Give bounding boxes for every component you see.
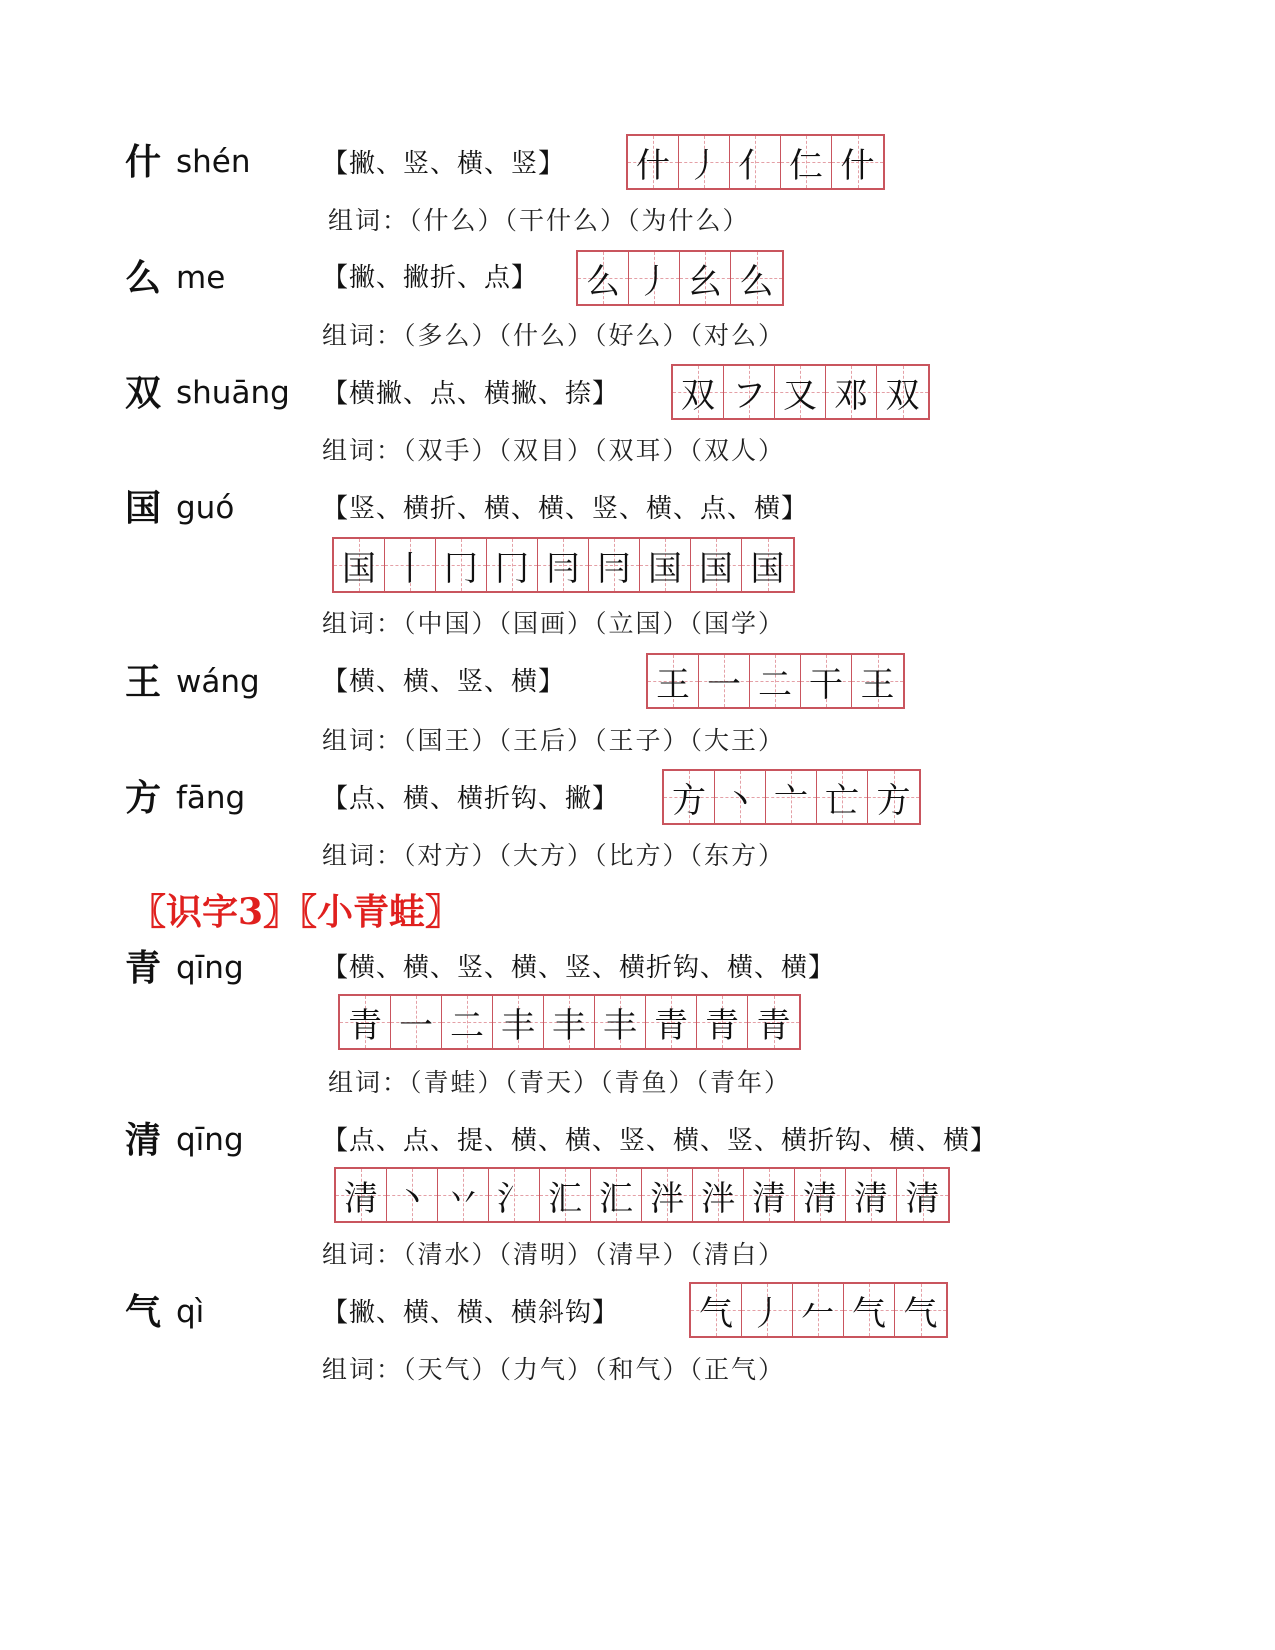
section-heading: 〖识字3〗〖小青蛙〗 [130,891,462,933]
grid-cell: 一 [391,996,442,1048]
grid-cell: 邓 [826,366,877,418]
grid-cell: 氵 [489,1169,540,1221]
grid-cell: 冃 [538,539,589,591]
stroke-grid [332,537,795,593]
grid-cell: 气 [844,1284,895,1336]
grid-cell: フ [724,366,775,418]
grid-cell: 亠 [766,771,817,823]
grid-cell: 清 [795,1169,846,1221]
stroke-order: 【横撇、点、横撇、捺】 [322,379,620,409]
word-list: 组词：（什么）（干什么）（为什么） [328,206,750,235]
grid-cell: 泮 [693,1169,744,1221]
stroke-order: 【撇、撇折、点】 [322,263,539,293]
grid-cell: 清 [897,1169,948,1221]
grid-cell: 丿 [742,1284,793,1336]
stroke-grid [626,134,885,190]
grid-cell: 丨 [385,539,436,591]
word-list: 组词：（多么）（什么）（好么）（对么） [322,321,786,350]
grid-cell: 什 [832,136,883,188]
grid-cell: 方 [664,771,715,823]
word-list: 组词：（清水）（清明）（清早）（清白） [322,1240,786,1269]
stroke-grid [338,994,801,1050]
stroke-order: 【撇、竖、横、竖】 [322,149,566,179]
grid-cell: 亻 [730,136,781,188]
entry-char: 国 [125,487,162,529]
grid-cell: 幺 [680,252,731,304]
stroke-order: 【横、横、竖、横、竖、横折钩、横、横】 [322,953,836,983]
stroke-order: 【撇、横、横、横斜钩】 [322,1298,620,1328]
grid-cell: 丶 [387,1169,438,1221]
grid-cell: 干 [801,655,852,707]
entry-pinyin: qīng [176,1122,244,1158]
grid-cell: 青 [646,996,697,1048]
grid-cell: 𠂉 [793,1284,844,1336]
grid-cell: 青 [748,996,799,1048]
grid-cell: 丿 [629,252,680,304]
entry-char: 双 [125,372,162,414]
grid-cell: 气 [691,1284,742,1336]
entry-char: 清 [125,1119,162,1161]
grid-cell: 么 [578,252,629,304]
word-list: 组词：（双手）（双目）（双耳）（双人） [322,436,786,465]
grid-cell: 汇 [540,1169,591,1221]
entry-char: 方 [125,777,162,819]
entry-pinyin: fāng [176,780,246,816]
entry-char: 气 [125,1291,162,1333]
grid-cell: 冃 [589,539,640,591]
word-list: 组词：（天气）（力气）（和气）（正气） [322,1355,786,1384]
grid-cell: 又 [775,366,826,418]
stroke-order: 【点、点、提、横、横、竖、横、竖、横折钩、横、横】 [322,1126,998,1156]
grid-cell: 国 [742,539,793,591]
grid-cell: 什 [628,136,679,188]
grid-cell: 双 [877,366,928,418]
grid-cell: 国 [691,539,742,591]
grid-cell: 冂 [487,539,538,591]
entry-pinyin: qì [176,1294,205,1330]
grid-cell: 丶 [715,771,766,823]
grid-cell: 双 [673,366,724,418]
grid-cell: 气 [895,1284,946,1336]
entry-pinyin: wáng [176,664,260,700]
grid-cell: 亡 [817,771,868,823]
stroke-grid [689,1282,948,1338]
stroke-order: 【横、横、竖、横】 [322,667,566,697]
entry-char: 王 [125,661,162,703]
grid-cell: 一 [699,655,750,707]
grid-cell: 清 [744,1169,795,1221]
grid-cell: 冂 [436,539,487,591]
grid-cell: 仁 [781,136,832,188]
word-list: 组词：（中国）（国画）（立国）（国学） [322,609,786,638]
entry-pinyin: guó [176,490,235,526]
entry-char: 么 [125,257,162,299]
stroke-order: 【点、横、横折钩、撇】 [322,784,620,814]
grid-cell: 丰 [544,996,595,1048]
word-list: 组词：（对方）（大方）（比方）（东方） [322,841,786,870]
grid-cell: 王 [648,655,699,707]
entry-pinyin: me [176,260,226,296]
grid-cell: 二 [750,655,801,707]
grid-cell: 王 [852,655,903,707]
grid-cell: 二 [442,996,493,1048]
grid-cell: 方 [868,771,919,823]
stroke-grid [662,769,921,825]
entry-char: 青 [125,947,162,989]
grid-cell: 丰 [595,996,646,1048]
word-list: 组词：（国王）（王后）（王子）（大王） [322,726,786,755]
grid-cell: 丷 [438,1169,489,1221]
entry-pinyin: qīng [176,950,244,986]
grid-cell: 清 [846,1169,897,1221]
grid-cell: 汇 [591,1169,642,1221]
grid-cell: 青 [697,996,748,1048]
stroke-order: 【竖、横折、横、横、竖、横、点、横】 [322,494,809,524]
stroke-grid [576,250,784,306]
stroke-grid [334,1167,950,1223]
grid-cell: 清 [336,1169,387,1221]
grid-cell: 泮 [642,1169,693,1221]
stroke-grid [671,364,930,420]
grid-cell: 么 [731,252,782,304]
grid-cell: 丰 [493,996,544,1048]
stroke-grid [646,653,905,709]
grid-cell: 青 [340,996,391,1048]
entry-pinyin: shén [176,144,251,180]
word-list: 组词：（青蛙）（青天）（青鱼）（青年） [328,1068,792,1097]
grid-cell: 国 [640,539,691,591]
entry-char: 什 [125,141,162,183]
grid-cell: 国 [334,539,385,591]
entry-pinyin: shuāng [176,375,290,411]
grid-cell: 丿 [679,136,730,188]
